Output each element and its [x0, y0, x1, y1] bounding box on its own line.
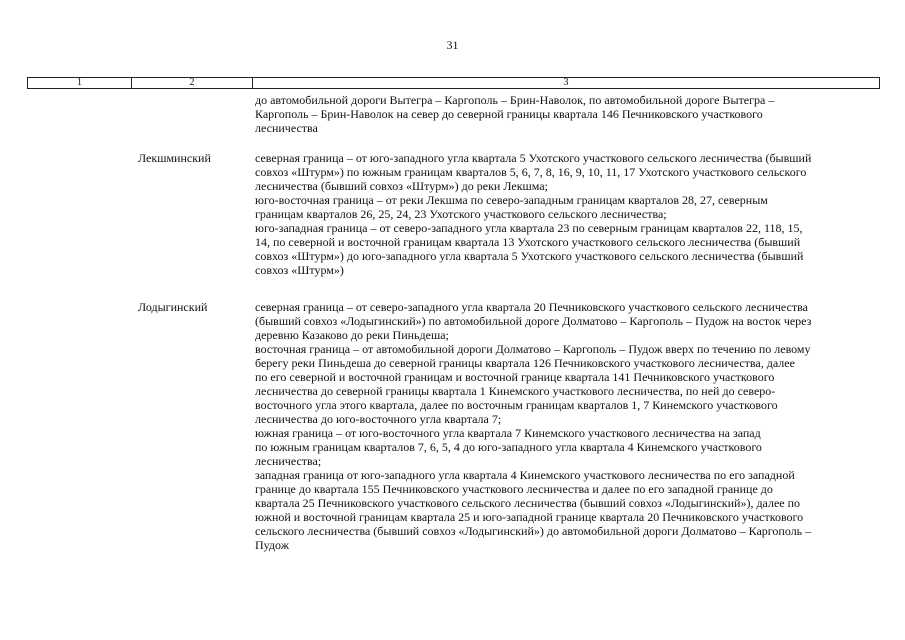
text-line: восточная граница – от автомобильной дороги Долматово – Каргополь – Пудож вверх по течению по левому	[255, 342, 811, 356]
text-line: Пудож	[255, 538, 290, 552]
text-line: лесничества (бывший совхоз «Штурм») до реки Лекшма;	[255, 179, 548, 193]
text-line: восточного угла этого квартала, далее по восточным границам кварталов 1, 7 Кинемского участкового	[255, 398, 778, 412]
text-line: по южным границам кварталов 7, 6, 5, 4 до юго-западного угла квартала 4 Кинемского участкового	[255, 440, 762, 454]
text-line: 14, по северной и восточной границам квартала 13 Ухотского участкового сельского лесничества (бывший	[255, 235, 801, 249]
text-line: Каргополь – Брин-Наволок на север до северной границы квартала 146 Печниковского участкового	[255, 107, 763, 121]
column-header-1: 1	[28, 78, 132, 88]
section-description-lekshminsky	[255, 151, 860, 277]
text-line: совхоз «Штурм»)	[255, 263, 344, 277]
text-line: до автомобильной дороги Вытегра – Каргополь – Брин-Наволок, по автомобильной дороге Вытегра –	[255, 93, 775, 107]
continuation-text	[255, 93, 860, 135]
text-line: северная граница – от юго-западного угла квартала 5 Ухотского участкового сельского лесничества (бывший	[255, 151, 812, 165]
text-line: по его северной и восточной границам и восточной границе квартала 141 Печниковского участкового	[255, 370, 775, 384]
text-line: совхоз «Штурм») по южным границам кварталов 5, 6, 7, 8, 16, 9, 10, 11, 17 Ухотского участкового сельского	[255, 165, 807, 179]
text-line: лесничества;	[255, 454, 322, 468]
text-line: (бывший совхоз «Лодыгинский») по автомобильной дороге Долматово – Каргополь – Пудож на восток через	[255, 314, 812, 328]
column-header-2: 2	[132, 78, 253, 88]
column-header-3: 3	[563, 77, 569, 88]
text-line: границам кварталов 26, 25, 24, 23 Ухотского участкового сельского лесничества;	[255, 207, 667, 221]
text-line: юго-восточная граница – от реки Лекшма по северо-западным границам кварталов 28, 27, северным	[255, 193, 768, 207]
text-line: западная граница от юго-западного угла квартала 4 Кинемского участкового лесничества по его западной	[255, 468, 795, 482]
text-line: лесничества	[255, 121, 318, 135]
text-line: деревню Казаково до реки Пиньдеша;	[255, 328, 449, 342]
text-line: лесничества до северной границы квартала 1 Кинемского участкового лесничества, по ней до северо-	[255, 384, 776, 398]
text-line: южной и восточной границам квартала 25 и юго-западной границе квартала 20 Печниковского участкового	[255, 510, 804, 524]
text-line: берегу реки Пиньдеша до северной границы квартала 126 Печниковского участкового лесничества, далее	[255, 356, 795, 370]
text-line: квартала 25 Печниковского участкового сельского лесничества (бывший совхоз «Лодыгинский»), далее по	[255, 496, 801, 510]
text-line: сельского лесничества (бывший совхоз «Лодыгинский») до автомобильной дороги Долматово – Каргополь –	[255, 524, 812, 538]
text-line: лесничества до юго-восточного угла квартала 7;	[255, 412, 502, 426]
text-line: границе до квартала 155 Печниковского участкового лесничества и далее по его западной границе до	[255, 482, 773, 496]
section-description-lodyginsky	[255, 300, 860, 552]
text-line: северная граница – от северо-западного угла квартала 20 Печниковского участкового сельского лесничества	[255, 300, 808, 314]
text-line: совхоз «Штурм») до юго-западного угла квартала 5 Ухотского участкового сельского лесничества (бывший	[255, 249, 804, 263]
text-line: южная граница – от юго-восточного угла квартала 7 Кинемского участкового лесничества на запад	[255, 426, 761, 440]
text-line: юго-западная граница – от северо-западного угла квартала 23 по северным границам кварталов 22, 118, 15,	[255, 221, 803, 235]
section-name-lodyginsky: Лодыгинский	[138, 300, 208, 314]
table-header-row	[27, 77, 880, 89]
section-name-lekshminsky: Лекшминский	[138, 151, 211, 165]
page-number: 31	[446, 38, 459, 52]
